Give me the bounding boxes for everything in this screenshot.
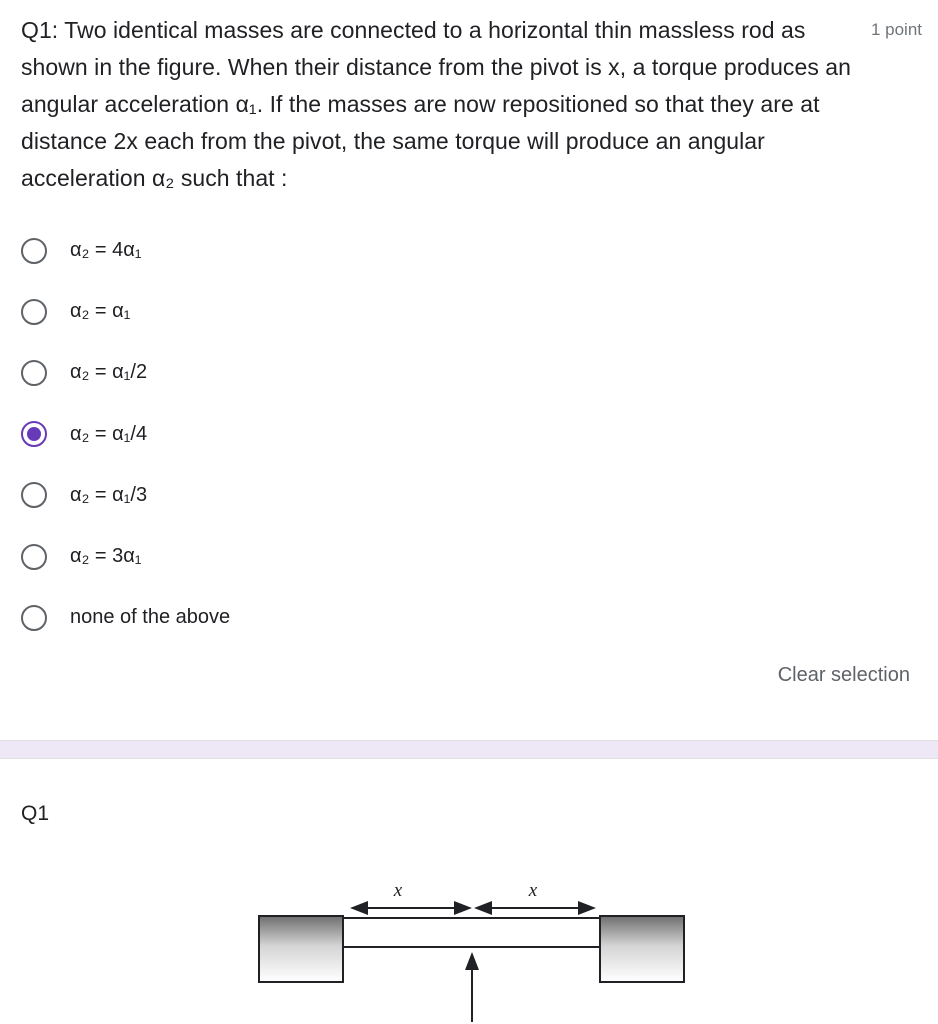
option-label-2: α₂ = α₁ [70,300,131,323]
option-label-4: α₂ = α₁/4 [70,422,148,445]
option-6[interactable] [0,526,938,587]
clear-selection-button[interactable]: Clear selection [778,660,910,691]
option-7[interactable] [0,587,938,648]
option-label-5: α₂ = α₁/3 [70,483,148,506]
question-title: Q1: Two identical masses are connected to a horizontal thin massless rod as shown in the figure. When their distance from the pivot is x, a torque produces an angular acceleration α₁. If the masses are now repositioned so that they are at distance 2x each from the pivot, the same torque will produce an angular acceleration α₂ such that : [21,17,851,191]
section-divider [0,740,938,759]
radio-button-7[interactable] [21,605,47,631]
radio-button-2[interactable] [21,299,47,325]
right-distance-label: x [528,880,538,901]
left-distance-arrow [350,901,472,915]
options-list [0,220,938,648]
rod-figure [250,872,700,1024]
pivot-arrow [465,952,479,1022]
option-3[interactable] [0,342,938,403]
radio-button-3[interactable] [21,360,47,386]
left-mass [259,916,343,982]
right-mass [600,916,684,982]
left-distance-label: x [393,880,403,901]
option-label-7: none of the above [70,606,231,629]
radio-button-1[interactable] [21,238,47,264]
option-5[interactable] [0,465,938,526]
option-2[interactable] [0,281,938,342]
option-label-3: α₂ = α₁/2 [70,361,148,384]
image-item-title: Q1 [21,802,50,825]
option-label-1: α₂ = 4α₁ [70,239,142,262]
option-1[interactable] [0,220,938,281]
option-label-6: α₂ = 3α₁ [70,545,142,568]
points-label: 1 point [870,20,922,39]
radio-button-5[interactable] [21,482,47,508]
massless-rod [343,918,600,947]
right-distance-arrow [474,901,596,915]
radio-button-6[interactable] [21,544,47,570]
option-4[interactable] [0,404,938,465]
radio-button-4[interactable] [21,421,47,447]
